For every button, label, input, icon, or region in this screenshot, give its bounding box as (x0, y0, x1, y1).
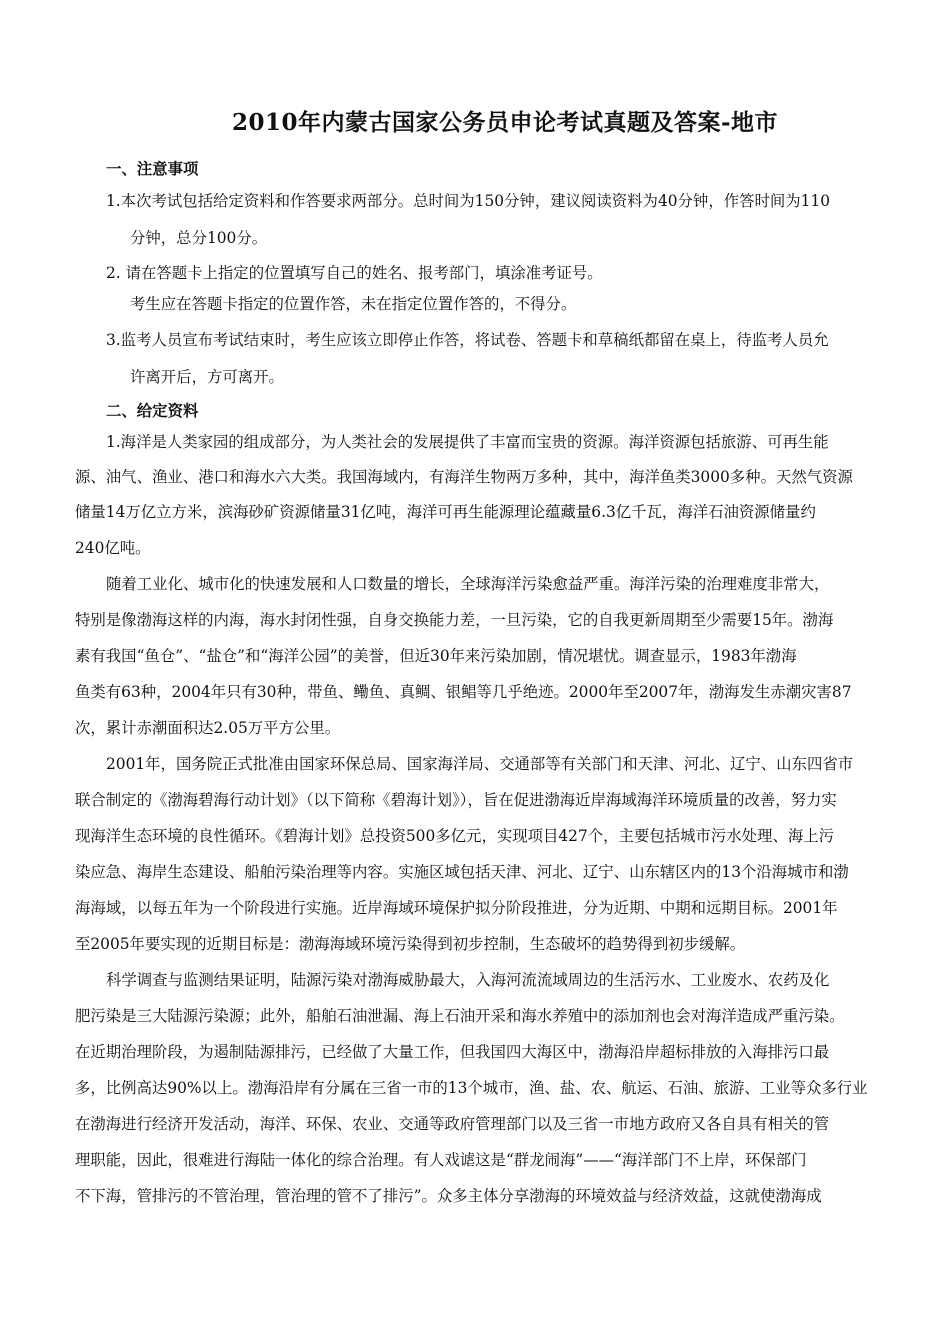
paragraph-line: 1.海洋是人类家园的组成部分，为人类社会的发展提供了丰富而宝贵的资源。海洋资源包括旅游、可再生能 (106, 433, 829, 451)
section-heading: 二、给定资料 (106, 402, 199, 420)
paragraph-line: 1.本次考试包括给定资料和作答要求两部分。总时间为150分钟，建议阅读资料为40分钟，作答时间为110 (106, 192, 831, 210)
paragraph-line: 至2005年要实现的近期目标是：渤海海域环境污染得到初步控制，生态破坏的趋势得到初步缓解。 (75, 935, 746, 953)
paragraph-line: 素有我国“鱼仓”、“盐仓”和“海洋公园”的美誉，但近30年来污染加剧，情况堪忧。调查显示，1983年渤海 (75, 647, 797, 665)
section-heading: 一、注意事项 (106, 160, 199, 178)
paragraph-line: 理职能，因此，很难进行海陆一体化的综合治理。有人戏谑这是“群龙闹海”——“海洋部门不上岸，环保部门 (75, 1151, 807, 1169)
paragraph-line: 分钟，总分100分。 (130, 229, 268, 247)
paragraph-line: 在近期治理阶段，为遏制陆源排污，已经做了大量工作，但我国四大海区中，渤海沿岸超标排放的入海排污口最 (75, 1043, 830, 1061)
paragraph-line: 肥污染是三大陆源污染源；此外，船舶石油泄漏、海上石油开采和海水养殖中的添加剂也会对海洋造成严重污染。 (75, 1007, 845, 1025)
paragraph-line: 许离开后，方可离开。 (130, 368, 284, 386)
paragraph-line: 海海域，以每五年为一个阶段进行实施。近岸海域环境保护拟分阶段推进，分为近期、中期和远期目标。2001年 (75, 899, 838, 917)
paragraph-line: 科学调查与监测结果证明，陆源污染对渤海威胁最大，入海河流流域周边的生活污水、工业废水、农药及化 (106, 971, 830, 989)
paragraph-line: 鱼类有63种，2004年只有30种，带鱼、鳓鱼、真鲷、银鲳等几乎绝迹。2000年至2007年，渤海发生赤潮灾害87 (75, 683, 852, 701)
paragraph-line: 考生应在答题卡指定的位置作答，未在指定位置作答的，不得分。 (130, 295, 577, 313)
paragraph-line: 在渤海进行经济开发活动，海洋、环保、农业、交通等政府管理部门以及三省一市地方政府又各自具有相关的管 (75, 1115, 830, 1133)
paragraph-line: 储量14万亿立方米，滨海砂矿资源储量31亿吨，海洋可再生能源理论蕴藏量6.3亿千瓦，海洋石油资源储量约 (75, 503, 816, 521)
paragraph-line: 特别是像渤海这样的内海，海水封闭性强，自身交换能力差，一旦污染，它的自我更新周期至少需要15年。渤海 (75, 611, 834, 629)
document-title: 2010年内蒙古国家公务员申论考试真题及答案-地市 (231, 109, 779, 136)
paragraph-line: 3.监考人员宣布考试结束时，考生应该立即停止作答，将试卷、答题卡和草稿纸都留在桌上，待监考人员允 (106, 331, 829, 349)
paragraph-line: 染应急、海岸生态建设、船舶污染治理等内容。实施区域包括天津、河北、辽宁、山东辖区内的13个沿海城市和渤 (75, 863, 849, 881)
paragraph-line: 现海洋生态环境的良性循环。《碧海计划》总投资500多亿元，实现项目427个，主要包括城市污水处理、海上污 (75, 827, 835, 845)
paragraph-line: 联合制定的《渤海碧海行动计划》（以下简称《碧海计划》），旨在促进渤海近岸海域海洋环境质量的改善，努力实 (75, 791, 837, 809)
paragraph-line: 随着工业化、城市化的快速发展和人口数量的增长，全球海洋污染愈益严重。海洋污染的治理难度非常大， (106, 575, 830, 593)
paragraph-line: 次，累计赤潮面积达2.05万平方公里。 (75, 719, 341, 737)
paragraph-line: 多，比例高达90%以上。渤海沿岸有分属在三省一市的13个城市，渔、盐、农、航运、石油、旅游、工业等众多行业 (75, 1079, 868, 1097)
paragraph-line: 2. 请在答题卡上指定的位置填写自己的姓名、报考部门，填涂准考证号。 (106, 264, 603, 282)
paragraph-line: 2001年，国务院正式批准由国家环保总局、国家海洋局、交通部等有关部门和天津、河北、辽宁、山东四省市 (106, 755, 854, 773)
paragraph-line: 源、油气、渔业、港口和海水六大类。我国海域内，有海洋生物两万多种，其中，海洋鱼类3000多种。天然气资源 (75, 468, 853, 486)
paragraph-line: 240亿吨。 (75, 539, 151, 557)
paragraph-line: 不下海，管排污的不管治理，管治理的管不了排污”。众多主体分享渤海的环境效益与经济效益，这就使渤海成 (75, 1187, 822, 1205)
